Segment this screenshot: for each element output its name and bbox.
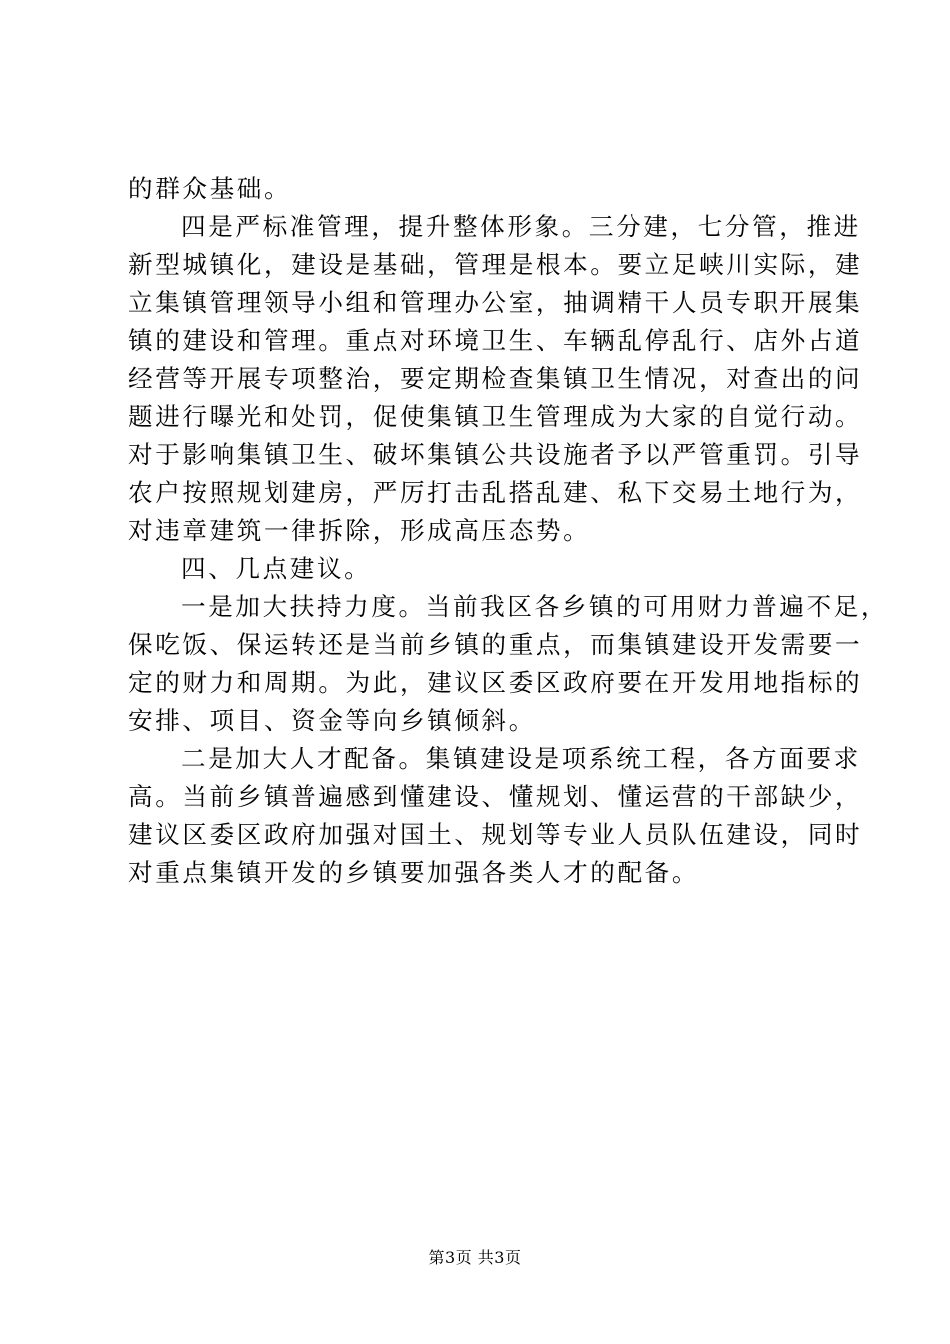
page-number: 第3页 共3页 xyxy=(428,1248,522,1267)
text-line: 的群众基础。 xyxy=(128,174,292,203)
text-line: 农户按照规划建房，严厉打击乱搭乱建、私下交易土地行为， xyxy=(128,478,863,507)
text-line: 建议区委区政府加强对国土、规划等专业人员队伍建设，同时 xyxy=(128,820,863,849)
text-line: 定的财力和周期。为此，建议区委区政府要在开发用地指标的 xyxy=(128,668,863,697)
text-line: 对重点集镇开发的乡镇要加强各类人才的配备。 xyxy=(128,858,700,887)
text-line: 经营等开展专项整治，要定期检查集镇卫生情况，对查出的问 xyxy=(128,364,863,393)
text-line: 高。当前乡镇普遍感到懂建设、懂规划、懂运营的干部缺少， xyxy=(128,782,863,811)
document-body xyxy=(128,170,889,892)
text-line: 立集镇管理领导小组和管理办公室，抽调精干人员专职开展集 xyxy=(128,288,863,317)
text-line: 题进行曝光和处罚，促使集镇卫生管理成为大家的自觉行动。 xyxy=(128,402,863,431)
text-line: 镇的建设和管理。重点对环境卫生、车辆乱停乱行、店外占道 xyxy=(128,326,863,355)
text-line: 对于影响集镇卫生、破坏集镇公共设施者予以严管重罚。引导 xyxy=(128,440,863,469)
page-footer xyxy=(0,1245,950,1268)
paragraph-start-line: 四是严标准管理，提升整体形象。三分建，七分管，推进 xyxy=(181,212,861,241)
section-heading: 四、几点建议。 xyxy=(181,554,372,583)
text-line: 新型城镇化，建设是基础，管理是根本。要立足峡川实际，建 xyxy=(128,250,863,279)
text-line: 保吃饭、保运转还是当前乡镇的重点，而集镇建设开发需要一 xyxy=(128,630,863,659)
paragraph-start-line: 一是加大扶持力度。当前我区各乡镇的可用财力普遍不足， xyxy=(181,592,889,621)
text-line: 安排、项目、资金等向乡镇倾斜。 xyxy=(128,706,536,735)
text-line: 对违章建筑一律拆除，形成高压态势。 xyxy=(128,516,591,545)
paragraph-start-line: 二是加大人才配备。集镇建设是项系统工程，各方面要求 xyxy=(181,744,861,773)
